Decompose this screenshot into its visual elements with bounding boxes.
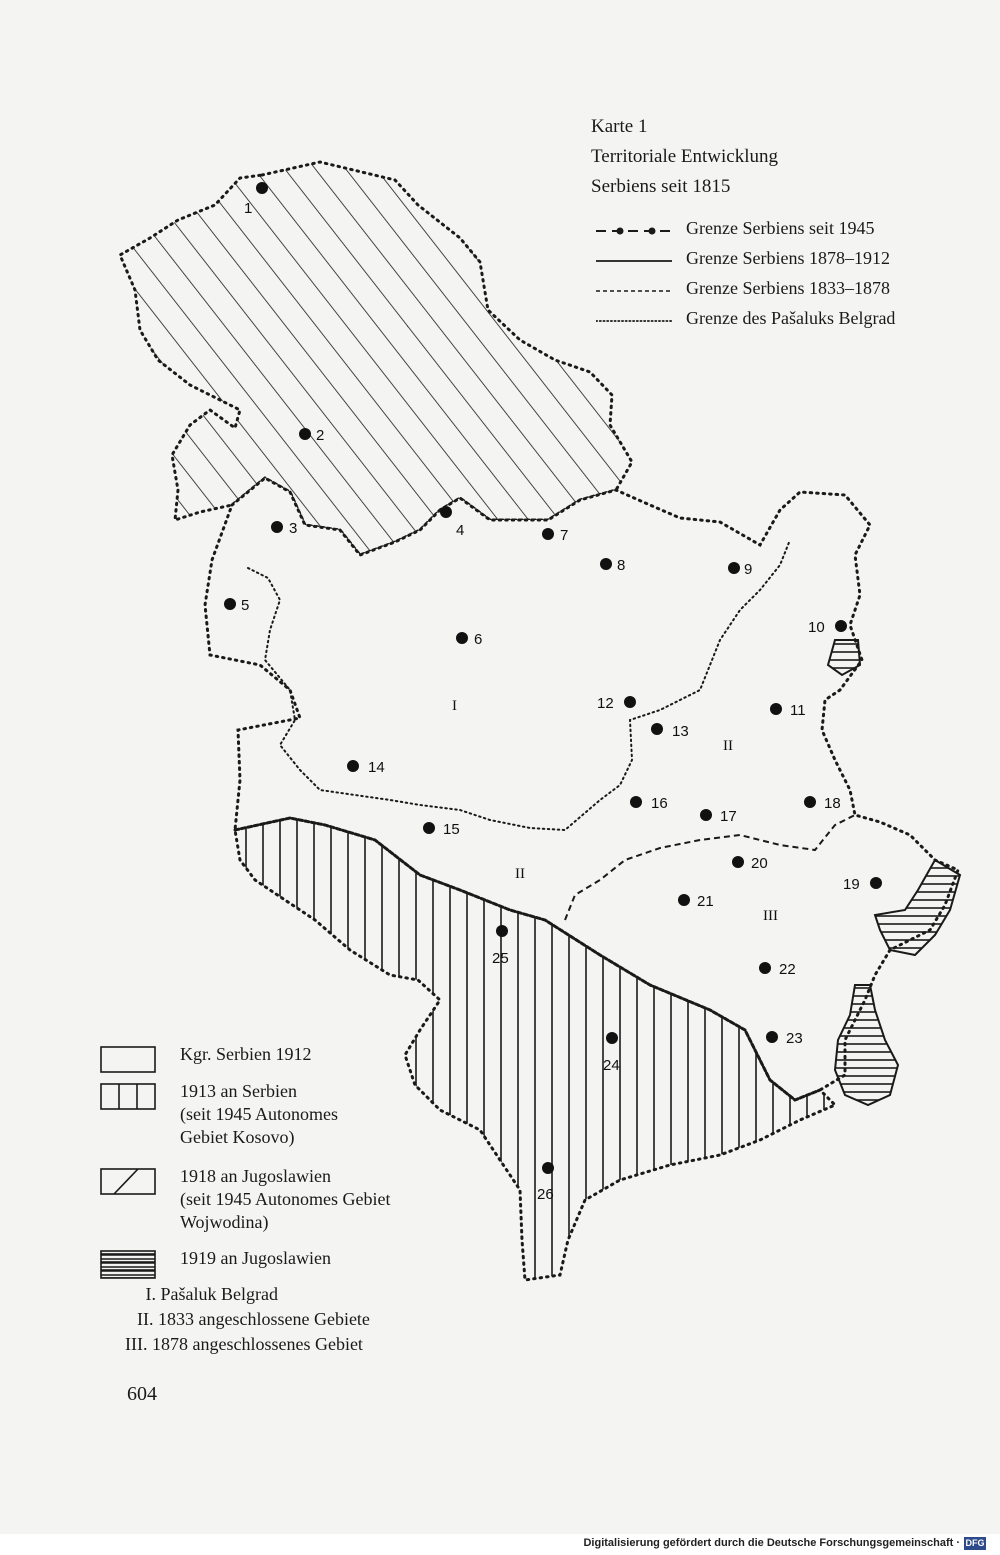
- city-label-24: 24: [603, 1057, 620, 1074]
- region-label-r1: I: [452, 698, 457, 714]
- city-dot-7: [542, 528, 554, 540]
- region-label-r3: III: [763, 908, 778, 924]
- city-label-11: 11: [790, 702, 806, 719]
- city-label-26: 26: [537, 1186, 554, 1203]
- city-dot-25: [496, 925, 508, 937]
- region-label-r2b: II: [515, 866, 525, 882]
- city-dot-18: [804, 796, 816, 808]
- legend-1919-line1: 1919 an Jugoslawien: [180, 1248, 331, 1268]
- legend-1918-line3: Wojwodina): [180, 1212, 269, 1232]
- city-dot-11: [770, 703, 782, 715]
- map-title-line1: Karte 1: [591, 116, 648, 137]
- legend-1913-line3: Gebiet Kosovo): [180, 1127, 295, 1147]
- city-dot-13: [651, 723, 663, 735]
- city-dot-6: [456, 632, 468, 644]
- blank-swatch: [100, 1046, 158, 1074]
- city-label-17: 17: [720, 808, 737, 825]
- city-dot-21: [678, 894, 690, 906]
- city-label-3: 3: [289, 520, 298, 537]
- legend-border-pasaluk: [596, 308, 976, 334]
- dotted-line-swatch: [596, 313, 676, 329]
- city-label-5: 5: [241, 597, 250, 614]
- legend-border-1878: [596, 248, 976, 274]
- legend-border-1833: [596, 278, 976, 304]
- city-label-15: 15: [443, 821, 460, 838]
- legend-border-1878-label: Grenze Serbiens 1878–1912: [686, 248, 890, 268]
- city-label-19: 19: [843, 876, 860, 893]
- city-dot-24: [606, 1032, 618, 1044]
- region-label-r2a: II: [723, 738, 733, 754]
- legend-border-1945-label: Grenze Serbiens seit 1945: [686, 218, 875, 238]
- solid-line-swatch: [596, 253, 676, 269]
- city-label-18: 18: [824, 795, 841, 812]
- city-label-8: 8: [617, 557, 626, 574]
- city-dot-17: [700, 809, 712, 821]
- city-dot-19: [870, 877, 882, 889]
- city-label-2: 2: [316, 427, 325, 444]
- footer-bar: [0, 1534, 1000, 1555]
- city-dot-12: [624, 696, 636, 708]
- map-title: [591, 112, 778, 202]
- legend-1918-line2: (seit 1945 Autonomes Gebiet: [180, 1189, 391, 1209]
- page-number: 604: [127, 1383, 157, 1405]
- city-dot-10: [835, 620, 847, 632]
- city-dot-26: [542, 1162, 554, 1174]
- city-dot-20: [732, 856, 744, 868]
- map-title-line2: Territoriale Entwicklung: [591, 146, 779, 167]
- city-dot-8: [600, 558, 612, 570]
- legend-1913-line2: (seit 1945 Autonomes: [180, 1104, 338, 1124]
- city-dot-23: [766, 1031, 778, 1043]
- city-dot-4: [440, 506, 452, 518]
- city-label-1: 1: [244, 200, 253, 217]
- city-label-22: 22: [779, 961, 796, 978]
- map-title-line3: Serbiens seit 1815: [591, 176, 731, 197]
- region-vojvodina: [120, 162, 632, 555]
- horizontal-hatch-swatch: [100, 1250, 158, 1280]
- legend-1918-line1: 1918 an Jugoslawien: [180, 1166, 331, 1186]
- dfg-logo-icon: DFG: [965, 1538, 985, 1548]
- city-label-13: 13: [672, 723, 689, 740]
- city-label-16: 16: [651, 795, 668, 812]
- legend-border-1945: [596, 218, 976, 244]
- legend-border-pasaluk-label: Grenze des Pašaluks Belgrad: [686, 308, 896, 328]
- city-label-9: 9: [744, 561, 753, 578]
- city-dot-3: [271, 521, 283, 533]
- city-dot-5: [224, 598, 236, 610]
- city-dot-1: [256, 182, 268, 194]
- city-label-14: 14: [368, 759, 385, 776]
- city-dot-16: [630, 796, 642, 808]
- city-label-7: 7: [560, 527, 569, 544]
- legend-border-1833-label: Grenze Serbiens 1833–1878: [686, 278, 890, 298]
- city-label-4: 4: [456, 522, 465, 539]
- city-dot-22: [759, 962, 771, 974]
- dot-dash-line-swatch: [596, 223, 676, 239]
- city-label-6: 6: [474, 631, 483, 648]
- footer-text: Digitalisierung gefördert durch die Deutsche Forschungsgemeinschaft ·: [583, 1537, 960, 1549]
- city-label-25: 25: [492, 950, 509, 967]
- city-label-21: 21: [697, 893, 714, 910]
- diagonal-hatch-swatch: [100, 1168, 158, 1196]
- city-dot-14: [347, 760, 359, 772]
- region-legend-item-3: III. 1878 angeschlossenes Gebiet: [125, 1334, 363, 1354]
- region-legend: [115, 1282, 370, 1357]
- region-legend-item-1: I. Pašaluk Belgrad: [141, 1284, 278, 1304]
- city-label-12: 12: [597, 695, 614, 712]
- vertical-hatch-swatch: [100, 1083, 158, 1111]
- legend-1913-line1: 1913 an Serbien: [180, 1081, 297, 1101]
- city-dot-9: [728, 562, 740, 574]
- city-dot-2: [299, 428, 311, 440]
- city-label-10: 10: [808, 619, 825, 636]
- city-dot-15: [423, 822, 435, 834]
- legend-kingdom-1912-line1: Kgr. Serbien 1912: [180, 1044, 312, 1064]
- region-legend-item-2: II. 1833 angeschlossene Gebiete: [137, 1309, 370, 1329]
- city-label-20: 20: [751, 855, 768, 872]
- dashed-line-swatch: [596, 283, 676, 299]
- city-label-23: 23: [786, 1030, 803, 1047]
